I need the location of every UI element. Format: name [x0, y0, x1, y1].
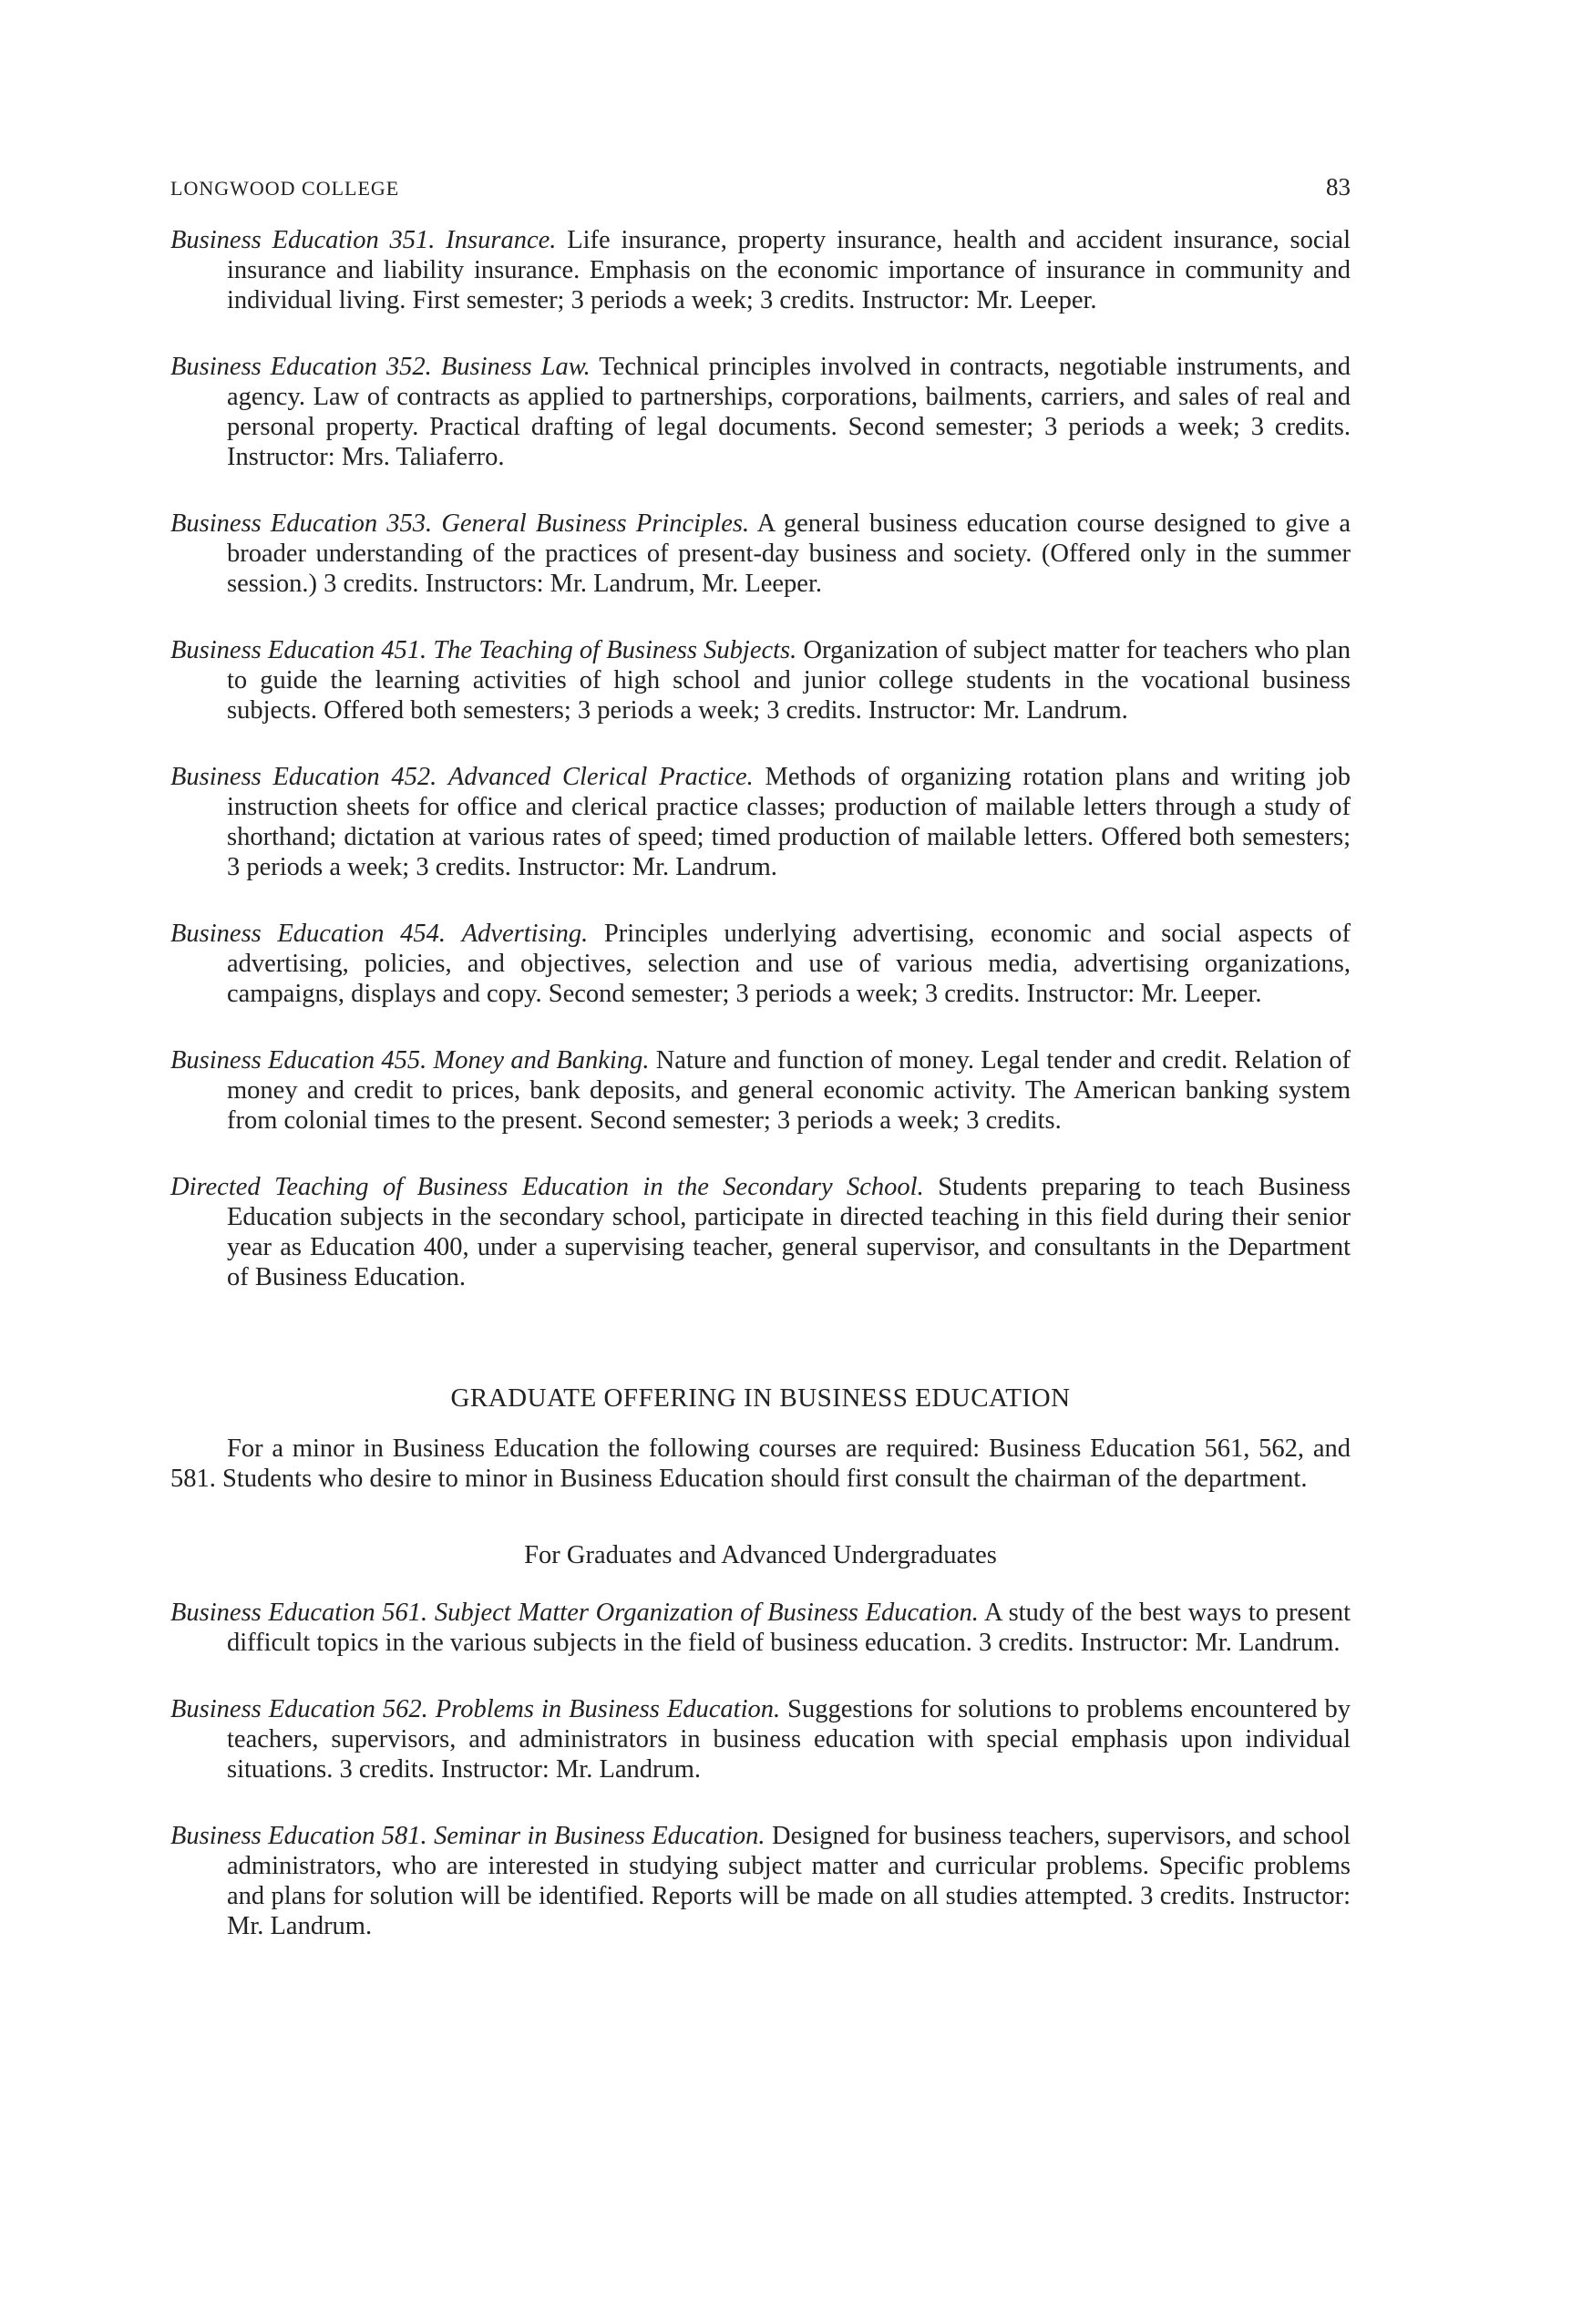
graduate-intro-paragraph: For a minor in Business Education the following courses are required: Business Education 561, 562, and 581. Students who desire to minor in Business Education should first consult the chairman of the department.	[170, 1435, 1351, 1493]
course-entry-562	[170, 1694, 1351, 1784]
page-number: 83	[1326, 173, 1351, 201]
course-entry-directed-teaching	[170, 1172, 1351, 1292]
course-number: Business Education 455.	[170, 1046, 427, 1075]
course-entry-451	[170, 635, 1351, 725]
course-title: General Business Principles.	[441, 509, 750, 538]
course-title: Directed Teaching of Business Education in the Secondary School.	[170, 1173, 924, 1201]
course-description: Principles underlying advertising, economic and social aspects of advertising, policies, and objectives, selection and use of various media, advertising organizations, campaigns, displays and copy. Second semester; 3 periods a week; 3 credits. Instructor: Mr. Leeper.	[227, 920, 1351, 1008]
course-title: Seminar in Business Education.	[434, 1822, 765, 1850]
course-number: Business Education 352.	[170, 353, 432, 381]
running-header	[170, 173, 1351, 201]
course-number: Business Education 454.	[170, 920, 447, 948]
course-entry-455	[170, 1045, 1351, 1136]
course-title: The Teaching of Business Subjects.	[433, 636, 797, 664]
course-title: Business Law.	[440, 353, 591, 381]
course-entry-452	[170, 762, 1351, 882]
course-entry-581	[170, 1821, 1351, 1941]
course-number: Business Education 561.	[170, 1599, 428, 1627]
course-entry-352	[170, 352, 1351, 472]
graduate-section-heading: GRADUATE OFFERING IN BUSINESS EDUCATION	[450, 1383, 1071, 1413]
course-title: Subject Matter Organization of Business Education.	[434, 1599, 979, 1627]
course-title: Advanced Clerical Practice.	[447, 763, 754, 791]
course-description: A study of the best ways to present difficult topics in the various subjects in the field of business education. 3 credits. Instructor: Mr. Landrum.	[227, 1599, 1351, 1657]
course-description: Technical principles involved in contracts, negotiable instruments, and agency. Law of contracts as applied to partnerships, corporations, bailments, carriers, and sales of real and personal property. Practical drafting of legal documents. Second semester; 3 periods a week; 3 credits. Instructor: Mrs. Taliaferro.	[227, 353, 1351, 471]
course-description: Students preparing to teach Business Education subjects in the secondary school, participate in directed teaching in this field during their senior year as Education 400, under a supervising teacher, general supervisor, and consultants in the Department of Business Education.	[227, 1173, 1351, 1291]
course-number: Business Education 562.	[170, 1695, 428, 1723]
course-title: Money and Banking.	[433, 1046, 650, 1075]
course-title: Insurance.	[446, 226, 557, 254]
course-description: Designed for business teachers, supervisors, and school administrators, who are interested in studying subject matter and curricular problems. Specific problems and plans for solution will be identified. Reports will be made on all studies attempted. 3 credits. Instructor: Mr. Landrum.	[227, 1822, 1351, 1940]
course-description: Nature and function of money. Legal tender and credit. Relation of money and credit to prices, bank deposits, and general economic activity. The American banking system from colonial times to the present. Second semester; 3 periods a week; 3 credits.	[227, 1046, 1351, 1135]
course-description: Methods of organizing rotation plans and writing job instruction sheets for office and clerical practice classes; production of mailable letters through a study of shorthand; dictation at various rates of speed; timed production of mailable letters. Offered both semesters; 3 periods a week; 3 credits. Instructor: Mr. Landrum.	[227, 763, 1351, 881]
graduate-subheading: For Graduates and Advanced Undergraduates	[524, 1541, 997, 1569]
course-number: Business Education 451.	[170, 636, 427, 664]
course-description: Life insurance, property insurance, health and accident insurance, social insurance and liability insurance. Emphasis on the economic importance of insurance in community and individual living. First semester; 3 periods a week; 3 credits. Instructor: Mr. Leeper.	[227, 226, 1351, 314]
course-description: Organization of subject matter for teachers who plan to guide the learning activities of high school and junior college students in the vocational business subjects. Offered both semesters; 3 periods a week; 3 credits. Instructor: Mr. Landrum.	[227, 636, 1351, 725]
course-title: Advertising.	[461, 920, 589, 948]
course-number: Business Education 452.	[170, 763, 437, 791]
course-entry-351	[170, 225, 1351, 315]
course-entry-561	[170, 1598, 1351, 1658]
course-entry-454	[170, 919, 1351, 1009]
course-title: Problems in Business Education.	[435, 1695, 781, 1723]
running-title: LONGWOOD COLLEGE	[170, 177, 400, 200]
course-number: Business Education 581.	[170, 1822, 427, 1850]
course-entry-353	[170, 509, 1351, 599]
course-description: A general business education course designed to give a broader understanding of the practices of present-day business and society. (Offered only in the summer session.) 3 credits. Instructors: Mr. Landrum, Mr. Leeper.	[227, 509, 1351, 598]
course-number: Business Education 351.	[170, 226, 436, 254]
course-number: Business Education 353.	[170, 509, 433, 538]
catalog-page	[170, 173, 1351, 1978]
course-description: Suggestions for solutions to problems encountered by teachers, supervisors, and administrators in business education with special emphasis upon individual situations. 3 credits. Instructor: Mr. Landrum.	[227, 1695, 1351, 1784]
